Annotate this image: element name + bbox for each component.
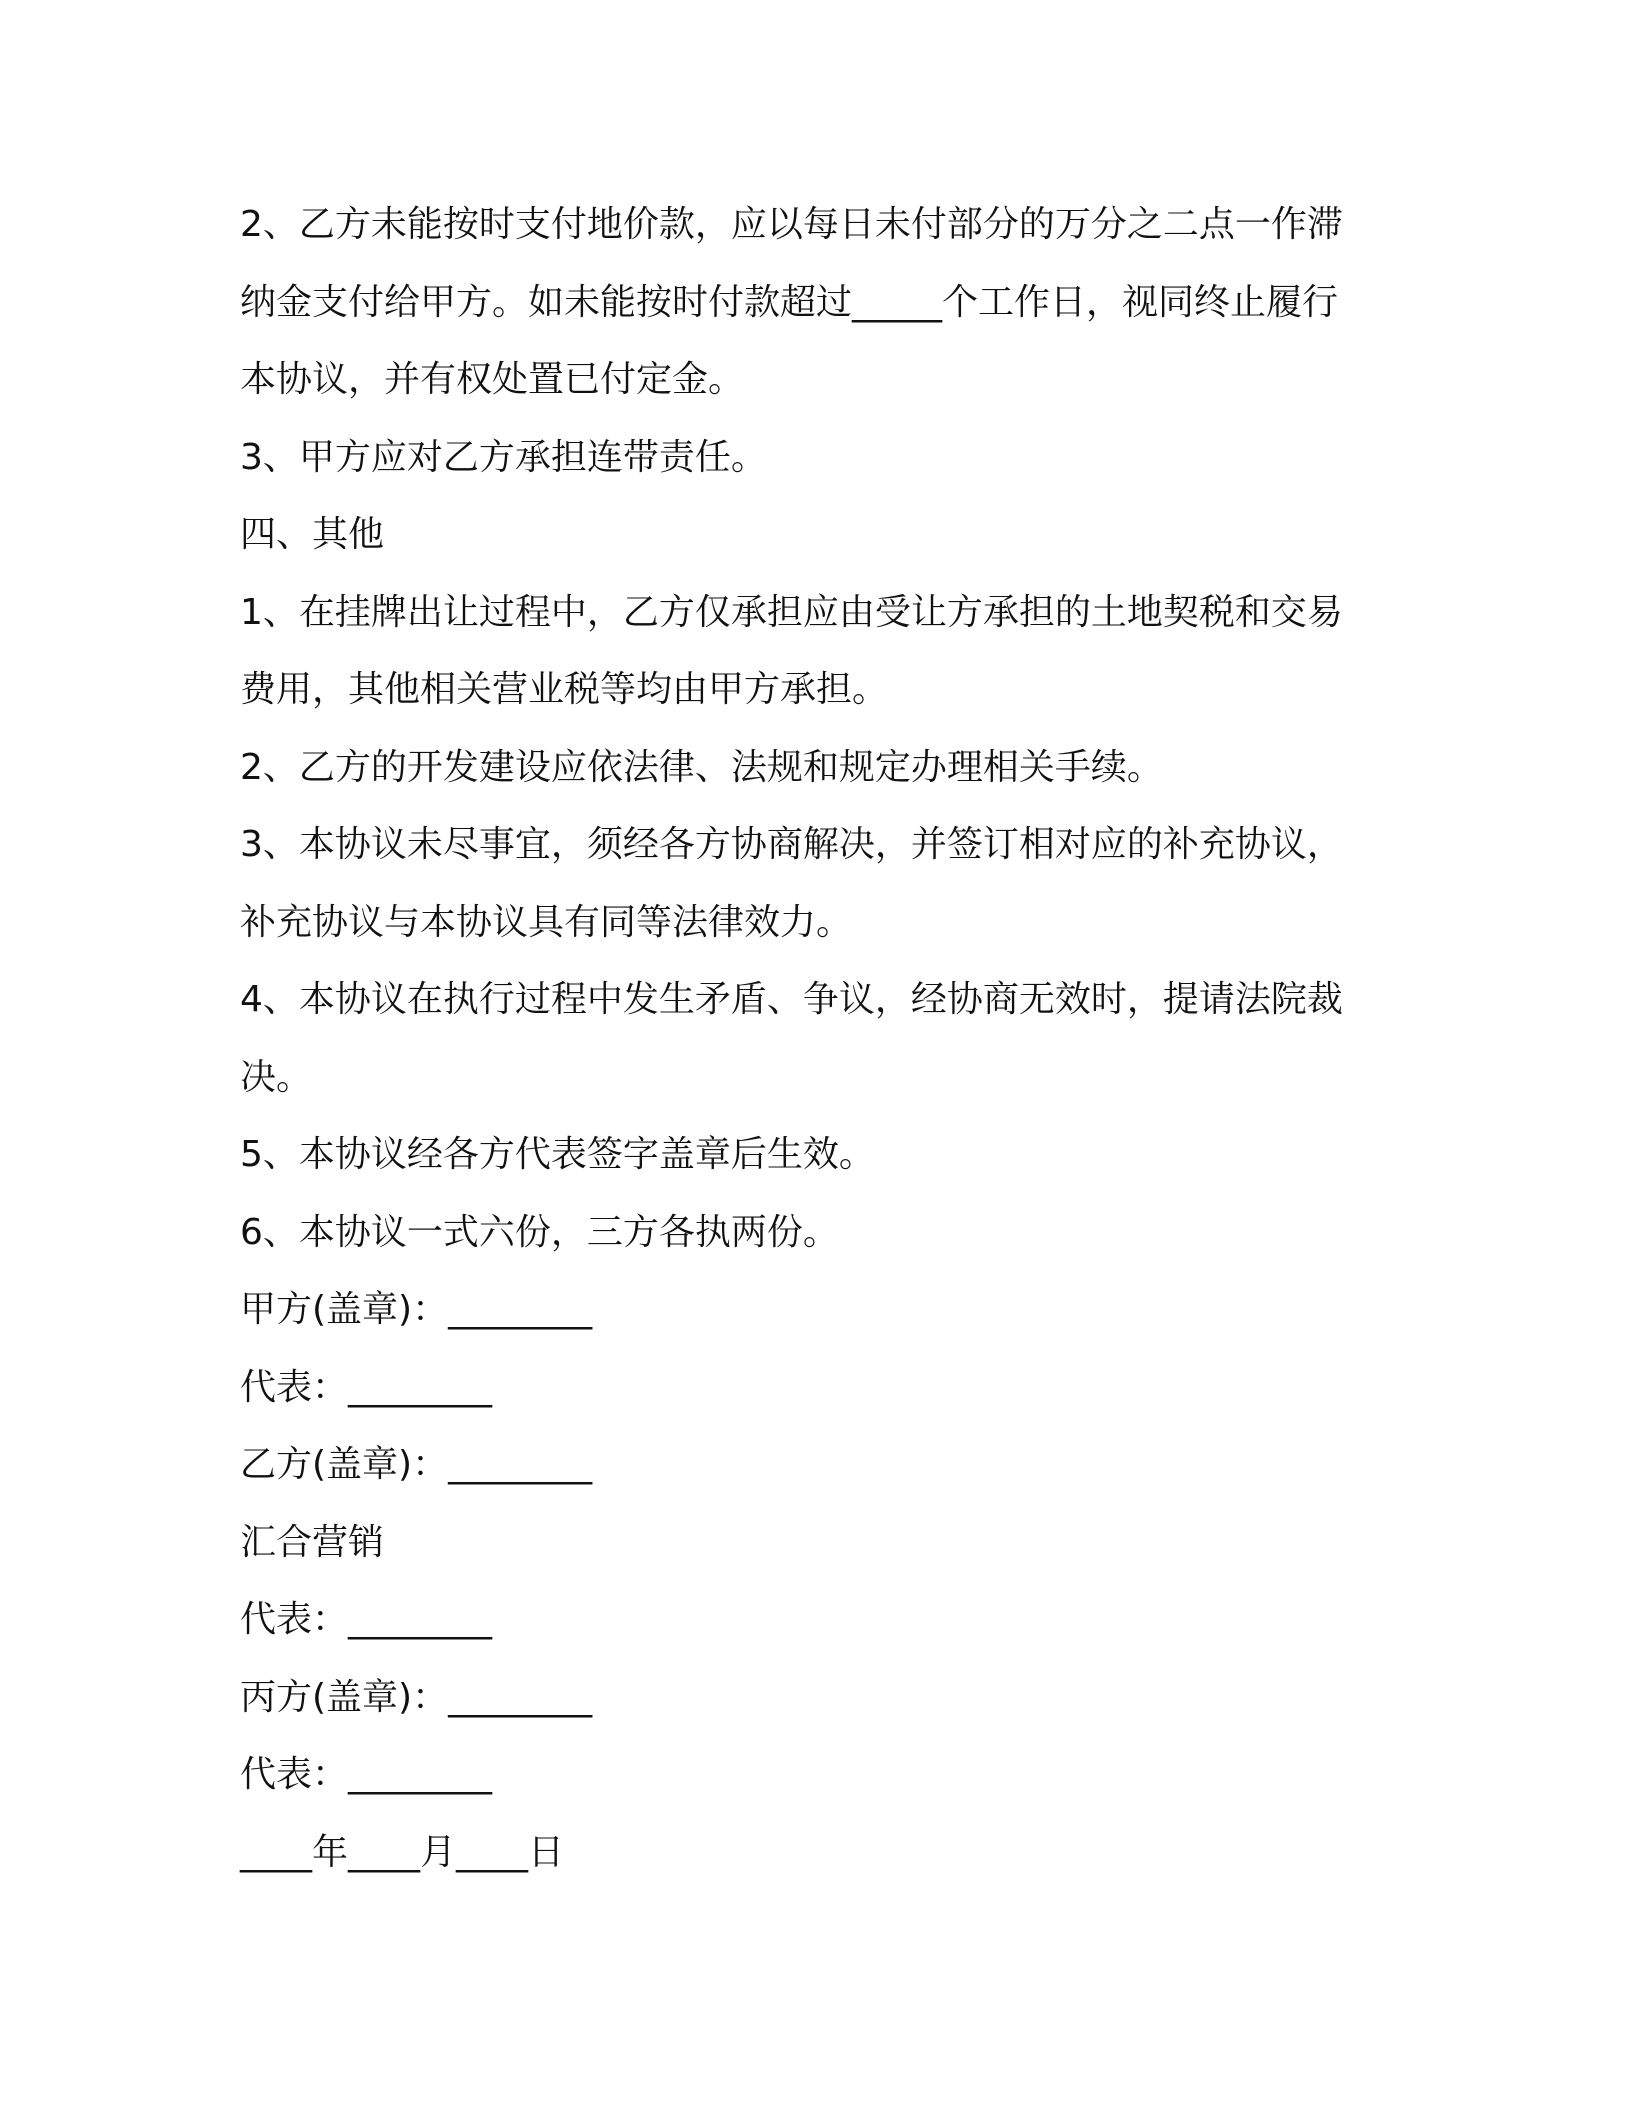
section-heading: 四、其他 [240,514,385,555]
clause-4-5 [240,1116,1390,1194]
clause-3-2 [240,186,1390,419]
clause-4-3 [240,806,1390,961]
text-line: 本协议，并有权处置已付定金。 [240,359,745,400]
signature-field: 丙方(盖章)：________ [240,1676,593,1718]
clause-4-4 [240,961,1390,1116]
clause-3-3 [240,419,1390,497]
party-b-seal-field [240,1426,1390,1504]
text-line: 决。 [240,1056,313,1098]
party-b-representative-field [240,1581,1390,1659]
party-c-seal-field [240,1659,1390,1737]
signature-field: 代表：________ [240,1366,493,1408]
clause-4-6 [240,1194,1390,1272]
text-line: 2、乙方的开发建设应依法律、法规和规定办理相关手续。 [240,746,1163,788]
party-b-name [240,1504,1390,1582]
text-line: 4、本协议在执行过程中发生矛盾、争议，经协商无效时，提请法院裁 [240,979,1343,1020]
signature-field: 甲方(盖章)：________ [240,1289,593,1330]
company-name: 汇合营销 [240,1521,385,1563]
document-body [240,186,1390,1891]
signature-field: 代表：________ [240,1599,493,1640]
party-a-representative-field [240,1349,1390,1427]
text-line: 费用，其他相关营业税等均由甲方承担。 [240,669,889,710]
text-line: 5、本协议经各方代表签字盖章后生效。 [240,1134,875,1175]
text-line: 6、本协议一式六份，三方各执两份。 [240,1211,839,1253]
text-line: 1、在挂牌出让过程中，乙方仅承担应由受让方承担的土地契税和交易 [240,591,1343,633]
date-field [240,1814,1390,1892]
text-line: 补充协议与本协议具有同等法律效力。 [240,901,853,943]
clause-4-2 [240,729,1390,807]
section-4-heading [240,496,1390,574]
signature-field: 乙方(盖章)：________ [240,1444,593,1485]
text-line: 3、本协议未尽事宜，须经各方协商解决，并签订相对应的补充协议， [240,824,1343,865]
party-c-representative-field [240,1736,1390,1814]
text-line: 纳金支付给甲方。如未能按时付款超过_____个工作日，视同终止履行 [240,281,1339,323]
text-line: 2、乙方未能按时支付地价款，应以每日未付部分的万分之二点一作滞 [240,204,1343,245]
date-line: ____年____月____日 [240,1831,565,1873]
signature-field: 代表：________ [240,1754,493,1795]
party-a-seal-field [240,1271,1390,1349]
clause-4-1 [240,574,1390,729]
text-line: 3、甲方应对乙方承担连带责任。 [240,436,767,478]
